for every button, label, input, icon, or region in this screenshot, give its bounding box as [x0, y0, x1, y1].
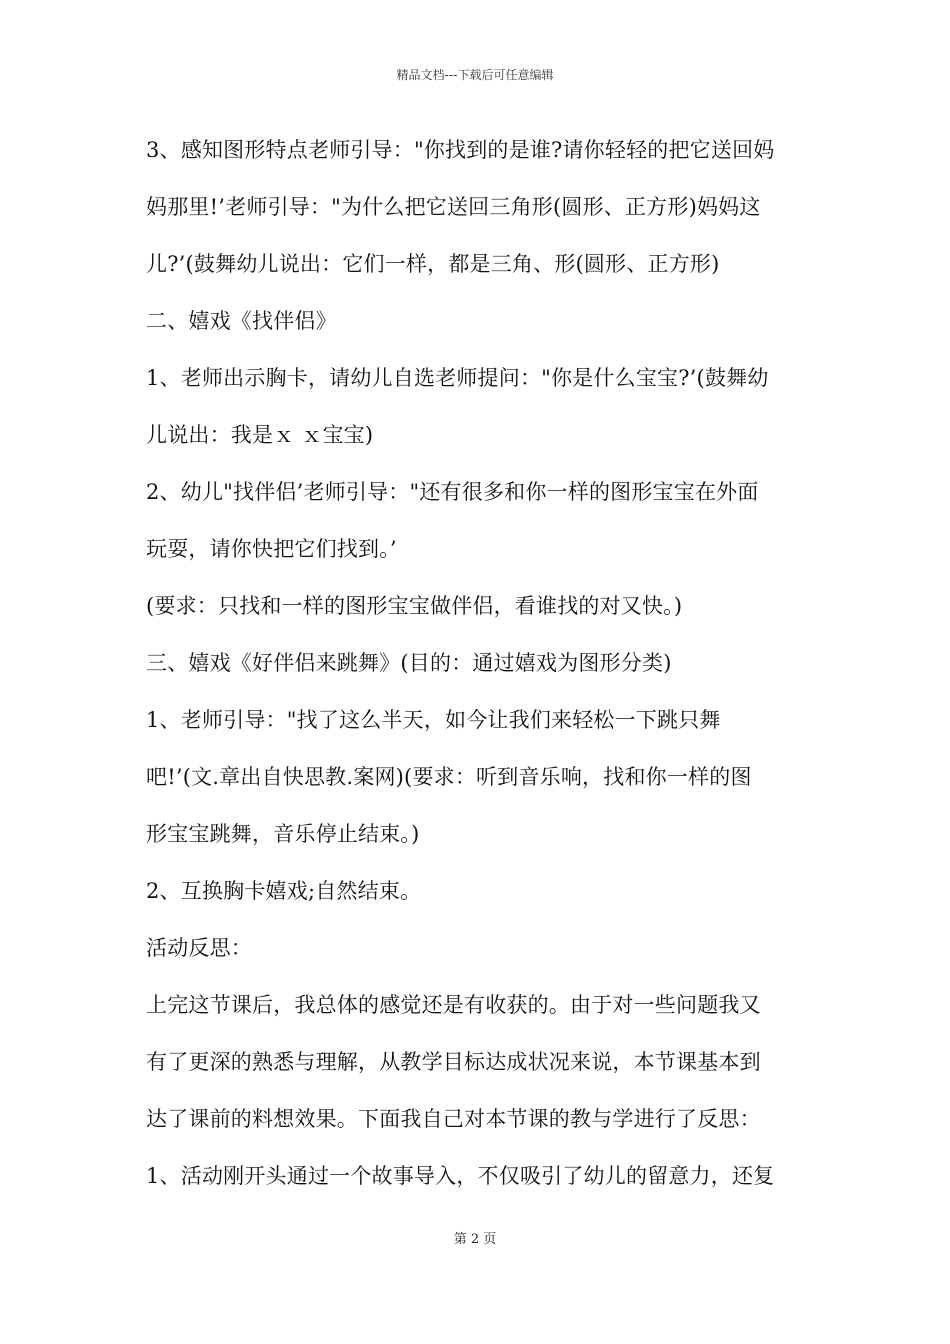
section-heading: 活动反思：	[146, 936, 252, 960]
text-line: 1、老师出示胸卡，请幼儿自选老师提问："你是什么宝宝?’(鼓舞幼	[146, 366, 769, 390]
page-number: 第 2 页	[453, 1232, 497, 1247]
section-heading: 三、嬉戏《好伴侣来跳舞》(目的：通过嬉戏为图形分类)	[146, 651, 672, 675]
document-body	[146, 128, 806, 1211]
text-line: 达了课前的料想效果。下面我自己对本节课的教与学进行了反思：	[146, 1107, 761, 1131]
text-line: (要求：只找和一样的图形宝宝做伴侣，看谁找的对又快。)	[146, 594, 683, 618]
text-line: 3、感知图形特点老师引导："你找到的是谁?请你轻轻的把它送回妈	[146, 138, 775, 162]
text-line: 1、老师引导："找了这么半天，如今让我们来轻松一下跳只舞	[146, 708, 721, 732]
text-line: 玩耍，请你快把它们找到。’	[146, 537, 397, 561]
text-line: 2、互换胸卡嬉戏;自然结束。	[146, 879, 422, 903]
text-line: 1、活动刚开头通过一个故事导入，不仅吸引了幼儿的留意力，还复	[146, 1164, 775, 1188]
text-line: 形宝宝跳舞，音乐停止结束。)	[146, 822, 420, 846]
text-line: 儿说出：我是ｘ ｘ宝宝)	[146, 423, 374, 447]
page-header: 精品文档---下载后可任意编辑	[396, 68, 554, 82]
section-heading: 二、嬉戏《找伴侣》	[146, 309, 337, 333]
text-line: 妈那里!’老师引导："为什么把它送回三角形(圆形、正方形)妈妈这	[146, 195, 761, 219]
text-line: 2、幼儿"找伴侣’老师引导："还有很多和你一样的图形宝宝在外面	[146, 480, 759, 504]
text-line: 上完这节课后，我总体的感觉还是有收获的。由于对一些问题我又	[146, 993, 761, 1017]
text-line: 吧!’(文.章出自快思教.案网)(要求：听到音乐响，找和你一样的图	[146, 765, 752, 789]
text-line: 有了更深的熟悉与理解，从教学目标达成状况来说，本节课基本到	[146, 1050, 761, 1074]
text-line: 儿?’(鼓舞幼儿说出：它们一样，都是三角、形(圆形、正方形)	[146, 252, 720, 276]
